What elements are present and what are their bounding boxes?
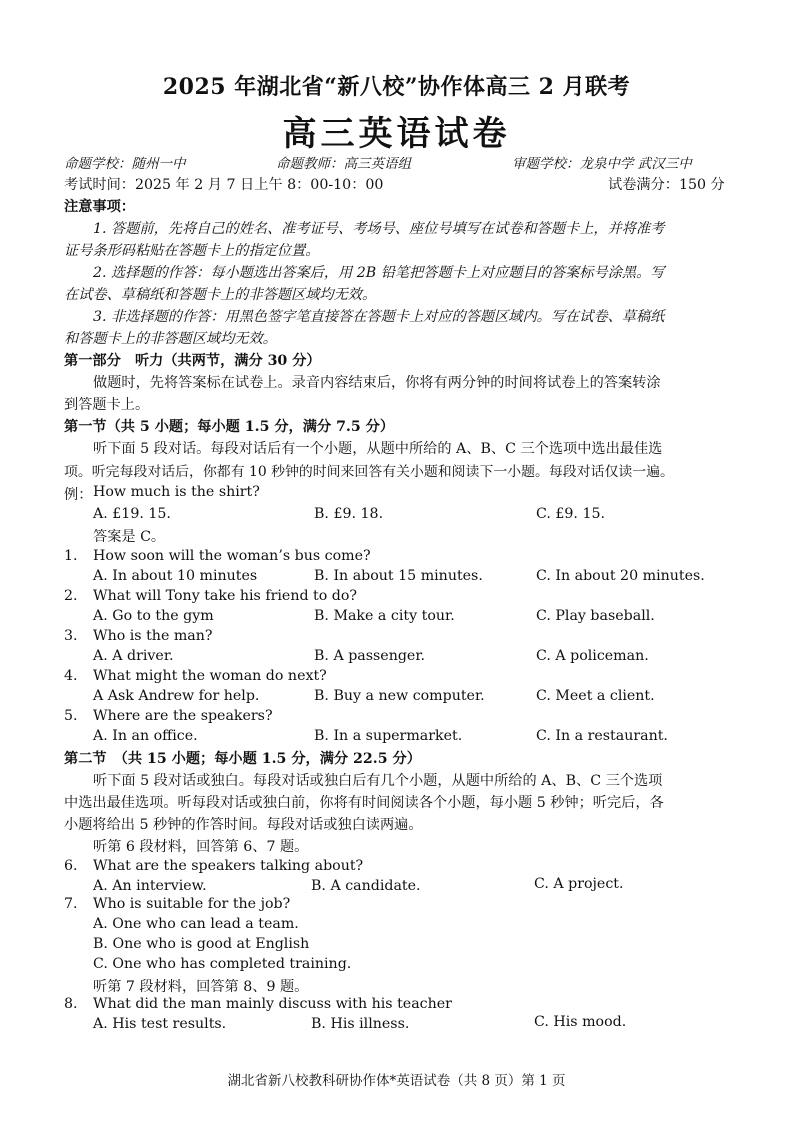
- option-b: B. His illness.: [311, 1016, 410, 1032]
- question-text: How soon will the woman’s bus come?: [93, 548, 371, 564]
- full-score: 试卷满分：150 分: [608, 177, 725, 193]
- example-answer: 答案是 C。: [93, 529, 166, 545]
- option-c: C. Play baseball.: [536, 608, 655, 624]
- notice-item-3: 3. 非选择题的作答：用黑色签字笔直接答在答题卡上对应的答题区域内。写在试卷、草稿纸: [93, 309, 665, 325]
- example-option-b: B. £9. 18.: [314, 506, 384, 522]
- question-text: What did the man mainly discuss with his teacher: [93, 996, 452, 1012]
- part1-heading: 第一部分 听力（共两节，满分 30 分）: [64, 353, 321, 369]
- question-text: What might the woman do next?: [93, 668, 327, 684]
- option-b: B. Buy a new computer.: [314, 688, 485, 704]
- section1-intro-cont: 项。听完每段对话后，你都有 10 秒钟的时间来回答有关小题和阅读下一小题。每段对话仅读一遍。: [64, 464, 674, 480]
- option-c: C. A policeman.: [536, 648, 649, 664]
- question-text: What will Tony take his friend to do?: [93, 588, 358, 604]
- option-c: C. Meet a client.: [536, 688, 655, 704]
- question-number: 8.: [64, 996, 78, 1012]
- part1-intro: 做题时，先将答案标在试卷上。录音内容结束后，你将有两分钟的时间将试卷上的答案转涂: [93, 375, 661, 391]
- question-number: 4.: [64, 668, 78, 684]
- reviewer-school: 审题学校：龙泉中学 武汉三中: [512, 156, 692, 172]
- notice-item-2: 2. 选择题的作答：每小题选出答案后，用 2B 铅笔把答题卡上对应题目的答案标号涂黑。写: [93, 265, 665, 281]
- notice-heading: 注意事项：: [64, 199, 135, 215]
- question-text: What are the speakers talking about?: [93, 858, 364, 874]
- option-b: B. In a supermarket.: [314, 728, 463, 744]
- notice-item-1: 1. 答题前，先将自己的姓名、准考证号、考场号、座位号填写在试卷和答题卡上，并将准考: [93, 221, 665, 237]
- option-b: B. A candidate.: [311, 878, 421, 894]
- option-c: C. His mood.: [534, 1014, 627, 1030]
- question-text: Who is the man?: [93, 628, 213, 644]
- notice-item-3-cont: 和答题卡上的非答题区域均无效。: [64, 331, 277, 347]
- option-a: A. A driver.: [93, 648, 174, 664]
- option-c: C. In a restaurant.: [536, 728, 668, 744]
- example-question: How much is the shirt?: [93, 484, 260, 500]
- option-a: A. In about 10 minutes: [93, 568, 258, 584]
- option-b: B. Make a city tour.: [314, 608, 455, 624]
- question-text: Where are the speakers?: [93, 708, 273, 724]
- setting-school: 命题学校：随州一中: [64, 156, 186, 172]
- exam-subtitle: 高三英语试卷: [282, 114, 511, 154]
- section2-intro: 听下面 5 段对话或独白。每段对话或独白后有几个小题，从题中所给的 A、B、C 三个选项: [93, 773, 663, 789]
- question-number: 2.: [64, 588, 78, 604]
- option-b: B. One who is good at English: [93, 936, 310, 952]
- option-a: A. Go to the gym: [93, 608, 214, 624]
- option-c: C. A project.: [534, 876, 624, 892]
- notice-item-1-cont: 证号条形码粘贴在答题卡上的指定位置。: [64, 243, 320, 259]
- question-number: 1.: [64, 548, 78, 564]
- option-c: C. In about 20 minutes.: [536, 568, 705, 584]
- option-b: B. A passenger.: [314, 648, 426, 664]
- example-option-a: A. £19. 15.: [93, 506, 171, 522]
- setting-teacher: 命题教师：高三英语组: [276, 156, 411, 172]
- section2-heading: 第二节 （共 15 小题；每小题 1.5 分，满分 22.5 分）: [64, 751, 421, 767]
- question-number: 7.: [64, 896, 78, 912]
- question-text: Who is suitable for the job?: [93, 896, 291, 912]
- option-c: C. One who has completed training.: [93, 956, 352, 972]
- question-number: 5.: [64, 708, 78, 724]
- section1-heading: 第一节（共 5 小题；每小题 1.5 分，满分 7.5 分）: [64, 419, 395, 435]
- option-b: B. In about 15 minutes.: [314, 568, 483, 584]
- notice-item-2-cont: 在试卷、草稿纸和答题卡上的非答题区域均无效。: [64, 287, 377, 303]
- section2-intro-cont2: 小题将给出 5 秒钟的作答时间。每段对话或独白读两遍。: [64, 817, 423, 833]
- exam-title: 2025 年湖北省“新八校”协作体高三 2 月联考: [162, 74, 631, 100]
- material-7-instruction: 听第 7 段材料，回答第 8、9 题。: [93, 979, 309, 995]
- page-footer: 湖北省新八校教科研协作体*英语试卷（共 8 页）第 1 页: [227, 1073, 566, 1089]
- option-a: A. His test results.: [93, 1016, 227, 1032]
- exam-time: 考试时间：2025 年 2 月 7 日上午 8：00-10：00: [64, 177, 384, 193]
- question-number: 3.: [64, 628, 78, 644]
- example-option-c: C. £9. 15.: [536, 506, 606, 522]
- question-number: 6.: [64, 858, 78, 874]
- option-a: A. One who can lead a team.: [93, 916, 299, 932]
- part1-intro-cont: 到答题卡上。: [64, 397, 150, 413]
- option-a: A Ask Andrew for help.: [93, 688, 260, 704]
- option-a: A. In an office.: [93, 728, 198, 744]
- material-6-instruction: 听第 6 段材料，回答第 6、7 题。: [93, 839, 309, 855]
- option-a: A. An interview.: [93, 878, 207, 894]
- section1-intro: 听下面 5 段对话。每段对话后有一个小题，从题中所给的 A、B、C 三个选项中选出最佳选: [93, 441, 663, 457]
- example-label: 例：: [64, 487, 93, 503]
- section2-intro-cont: 中选出最佳选项。听每段对话或独白前，你将有时间阅读各个小题，每小题 5 秒钟；听完后，各: [64, 795, 664, 811]
